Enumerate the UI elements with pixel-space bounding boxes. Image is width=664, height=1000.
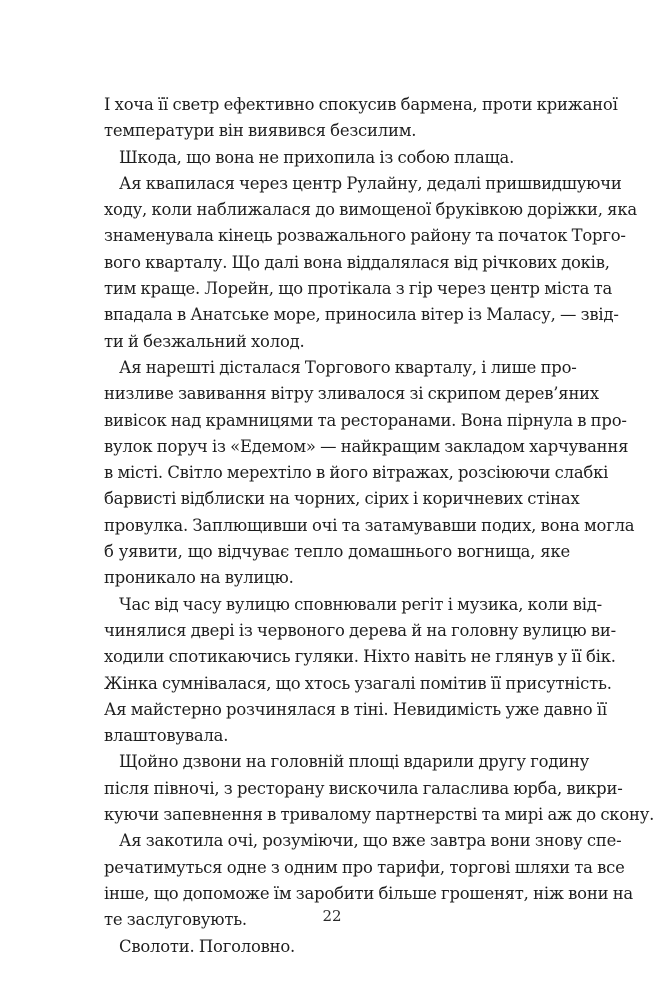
text-line: Шкода, що вона не прихопила із собою плаща. — [119, 147, 515, 167]
text-line: тим краще. Лорейн, що протікала з гір через центр міста та — [104, 279, 613, 299]
text-line: Ая майстерно розчинялася в тіні. Невидимість уже давно її — [104, 699, 607, 719]
text-line: в місті. Світло мерехтіло в його вітражах, розсіюючи слабкі — [104, 463, 609, 483]
text-line: куючи запевнення в тривалому партнерстві та мирі аж до скону. — [104, 805, 655, 825]
paragraph — [104, 749, 655, 828]
text-line: І хоча її светр ефективно спокусив бармена, проти крижаної — [104, 95, 618, 114]
text-line: Жінка сумнівалася, що хтось узагалі помітив її присутність. — [104, 673, 612, 693]
text-line: після півночі, з ресторану вискочила галаслива юрба, викри- — [104, 778, 623, 798]
text-line: те заслуговують. — [104, 910, 247, 930]
paragraph — [104, 145, 570, 171]
text-line: Час від часу вулицю сповнювали регіт і музика, коли від- — [119, 594, 603, 614]
text-line: влаштовувала. — [104, 726, 229, 746]
text-line: проникало на вулицю. — [104, 568, 294, 588]
body-text — [104, 92, 655, 960]
text-line: вого кварталу. Що далі вона віддалялася від річкових доків, — [104, 252, 610, 272]
paragraph — [104, 934, 570, 960]
text-line: барвисті відблиски на чорних, сірих і коричневих стінах — [104, 489, 580, 509]
paragraph — [104, 592, 616, 750]
text-line: Ая квапилася через центр Рулайну, дедалі пришвидшуючи — [119, 173, 622, 193]
paragraph — [104, 171, 637, 355]
paragraph — [104, 92, 618, 145]
text-line: провулка. Заплющивши очі та затамувавши подих, вона могла — [104, 515, 635, 535]
text-line: температури він виявився безсилим. — [104, 121, 417, 141]
text-line: Ая закотила очі, розуміючи, що вже завтра вони знову спе- — [119, 831, 622, 851]
text-line: Сволоти. Поголовно. — [119, 936, 296, 956]
text-line: ти й безжальний холод. — [104, 331, 305, 351]
text-line: вивісок над крамницями та ресторанами. Вона пірнула в про- — [104, 410, 627, 430]
text-line: чинялися двері із червоного дерева й на головну вулицю ви- — [104, 620, 616, 640]
text-line: б уявити, що відчуває тепло домашнього вогнища, яке — [104, 542, 570, 562]
text-line: знаменувала кінець розважального району та початок Торго- — [104, 226, 626, 246]
page-number: 22 — [322, 907, 342, 925]
text-line: низливе завивання вітру зливалося зі скрипом дерев’яних — [104, 384, 599, 404]
text-line: вулок поруч із «Едемом» — найкращим закладом харчування — [104, 436, 629, 456]
text-line: ходу, коли наближалася до вимощеної бруківкою доріжки, яка — [104, 200, 637, 220]
paragraph — [104, 355, 635, 592]
text-line: речатимуться одне з одним про тарифи, торгові шляхи та все — [104, 857, 625, 877]
text-line: ходили спотикаючись гуляки. Ніхто навіть не глянув у її бік. — [104, 647, 616, 667]
text-line: Ая нарешті дісталася Торгового кварталу, і лише про- — [119, 357, 577, 377]
text-line: інше, що допоможе їм заробити більше грошенят, ніж вони на — [104, 883, 634, 903]
text-line: впадала в Анатське море, приносила вітер із Маласу, — звід- — [104, 305, 619, 325]
text-line: Щойно дзвони на головній площі вдарили другу годину — [119, 752, 590, 772]
